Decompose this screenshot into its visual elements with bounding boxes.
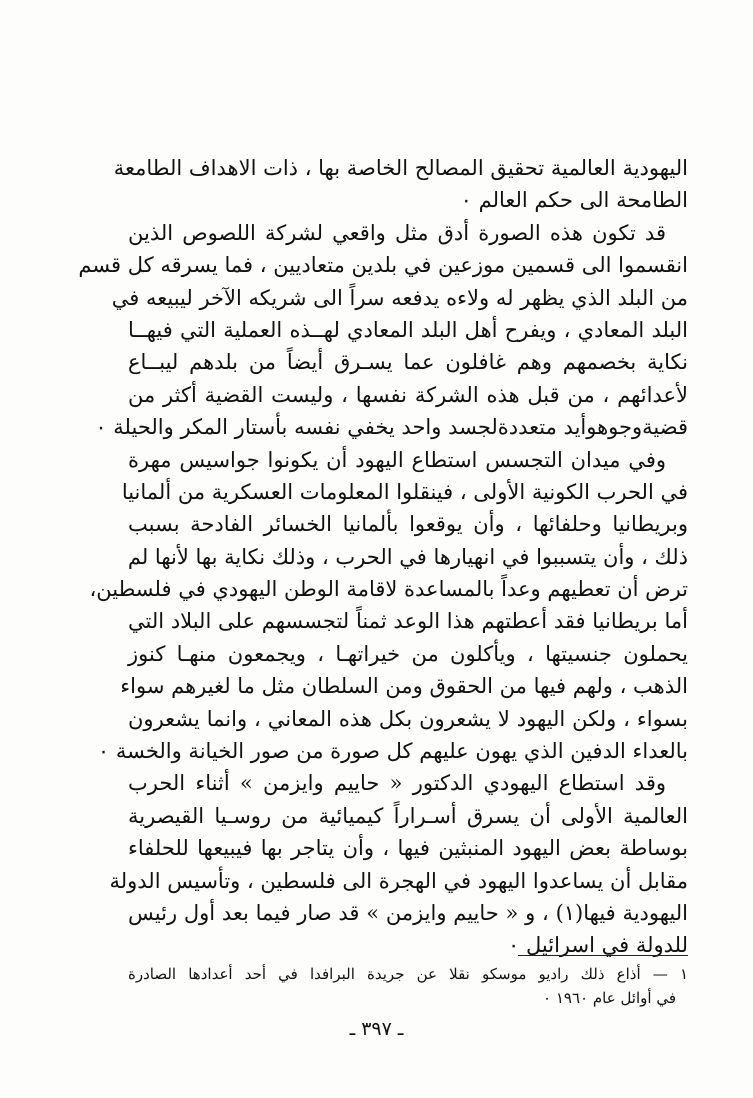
text-line: البلد المعادي ، ويفرح أهل البلد المعادي لهــذه العملية التي فيهــا — [128, 317, 688, 342]
text-line: يحملون جنسيتها ، ويأكلون من خيراتهـا ، ويجمعون منهـا كنوز — [128, 641, 688, 666]
text-line: بالعداء الدفين الذي يهون عليهم كل صورة من صور الخيانة والخسة ٠ — [97, 739, 688, 764]
text-line: العالمية الأولى أن يسرق أسـراراً كيميائية من روسـيا القيصرية — [128, 803, 688, 828]
text-line: قضيةوجوهوأيد متعددةلجسد واحد يخفي نفسه بأستار المكر والحيلة ٠ — [95, 415, 688, 440]
footnote — [128, 962, 688, 1010]
footnote-line: ١ — أذاع ذلك راديو موسكو نقلا عن جريدة البرافدا في أحد أعدادها الصادرة — [128, 965, 688, 983]
text-line: بسواء ، ولكن اليهود لا يشعرون بكل هذه المعاني ، وانما يشعرون — [128, 706, 688, 731]
text-line: في الحرب الكونية الأولى ، فينقلوا المعلومات العسكرية من ألمانيا — [121, 479, 688, 504]
text-line: نكاية بخصمهم وهم غافلون عما يسـرق أيضاً من بلدهم ليبــاع — [128, 350, 688, 375]
text-line: لأعدائهم ، من قبل هذه الشركة نفسها ، وليست القضية أكثر من — [128, 382, 688, 407]
text-line: مقابل أن يساعدوا اليهود في الهجرة الى فلسطين ، وتأسيس الدولة — [109, 868, 688, 893]
text-line: اليهودية العالمية تحقيق المصالح الخاصة بها ، ذات الاهداف الطامعة — [113, 156, 688, 180]
text-line: الذهب ، ولهم فيها من الحقوق ومن السلطان مثل ما لغيرهم سواء — [120, 674, 688, 699]
body-text — [78, 152, 689, 962]
text-line: وبريطانيا وحلفائها ، وأن يوقعوا بألمانيا الخسائر الفادحة بسبب — [128, 512, 688, 537]
text-line: أما بريطانيا فقد أعطتهم هذا الوعد ثمناً لتجسسهم على البلاد التي — [128, 609, 688, 634]
footnote-divider — [518, 955, 688, 956]
text-line: للدولة في اسرائيل ٠ — [508, 933, 688, 958]
page-number: ـ ٣٩٧ ـ — [349, 1018, 404, 1040]
text-line: وفي ميدان التجسس استطاع اليهود أن يكونوا جواسيس مهرة — [128, 447, 666, 472]
text-line: اليهودية فيها(١) ، و « حاييم وايزمن » قد صار فيما بعد أول رئيس — [128, 900, 689, 925]
text-line: ذلك ، وأن يتسببوا في انهيارها في الحرب ، وذلك نكاية بها لأنها لم — [127, 544, 688, 569]
text-line: الطامحة الى حكم العالم ٠ — [460, 188, 688, 213]
text-line: بوساطة بعض اليهود المنبثين فيها ، وأن يتاجر بها فيبيعها للحلفاء — [128, 836, 688, 861]
text-line: ترض أن تعطيهم وعداً بالمساعدة لاقامة الوطن اليهودي في فلسطين، — [89, 577, 688, 602]
footnote-line: في أوائل عام ١٩٦٠ ٠ — [543, 989, 676, 1007]
text-line: انقسموا الى قسمين موزعين في بلدين متعاديين ، فما يسرقه كل قسم — [78, 253, 688, 278]
text-line: من البلد الذي يظهر له ولاءه يدفعه سراً الى شريكه الآخر ليبيعه في — [111, 285, 688, 310]
text-line: وقد استطاع اليهودي الدكتور « حاييم وايزمن » أثناء الحرب — [128, 771, 666, 796]
text-line: قد تكون هذه الصورة أدق مثل واقعي لشركة اللصوص الذين — [128, 220, 666, 245]
